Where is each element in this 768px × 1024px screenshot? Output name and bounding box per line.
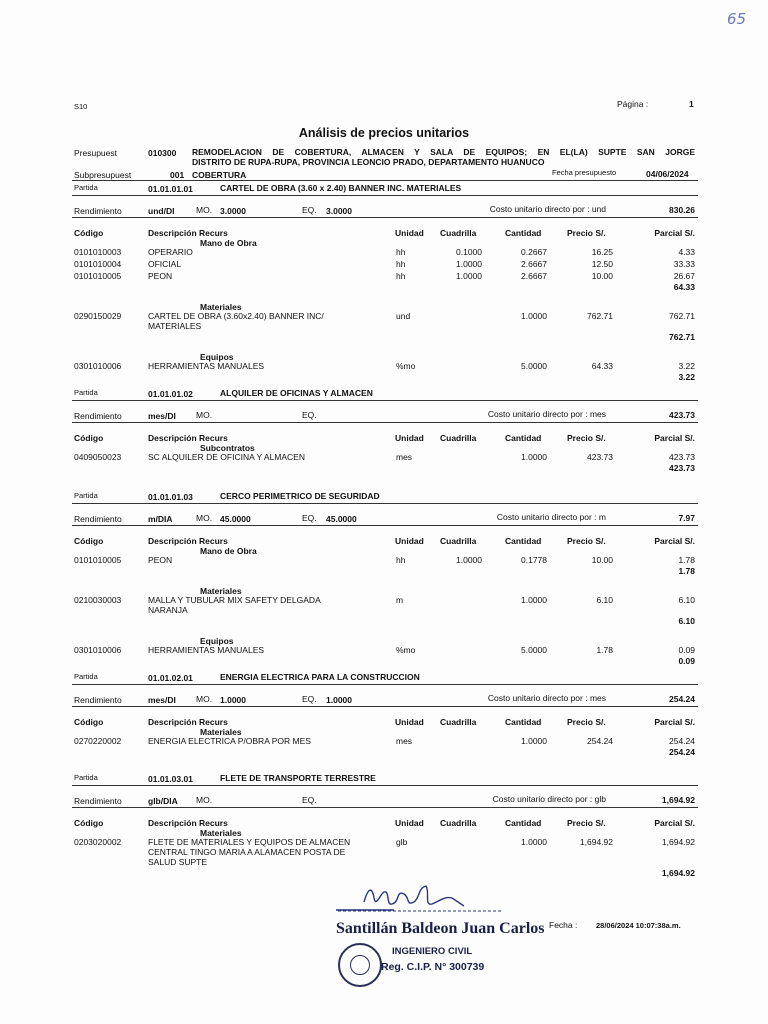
page-number: 1 <box>689 99 694 109</box>
item-descripcion: OFICIAL <box>148 259 182 269</box>
item-descripcion-cont: CENTRAL TINGO MARIA A ALAMACEN POSTA DE <box>148 847 346 857</box>
item-parcial: 26.67 <box>673 271 695 281</box>
section-subtotal: 1.78 <box>678 566 695 576</box>
mo-label: MO. <box>196 410 213 420</box>
section-subtotal: 1,694.92 <box>661 868 695 878</box>
column-cantidad: Cantidad <box>505 717 542 727</box>
column-unidad: Unidad <box>395 536 424 546</box>
footer-fecha-value: 28/06/2024 10:07:38a.m. <box>596 921 681 930</box>
item-unidad: mes <box>396 452 413 462</box>
item-cuadrilla: 1.0000 <box>456 555 482 565</box>
item-cantidad: 5.0000 <box>521 361 547 371</box>
rendimiento-label: Rendimiento <box>74 695 122 705</box>
engineer-seal-icon <box>338 943 382 987</box>
item-codigo: 0290150029 <box>74 311 122 321</box>
item-descripcion: MALLA Y TUBULAR MIX SAFETY DELGADA <box>148 595 321 605</box>
section-subtotal: 64.33 <box>673 282 695 292</box>
item-unidad: %mo <box>396 645 416 655</box>
item-unidad: hh <box>396 247 406 257</box>
item-descripcion: HERRAMIENTAS MANUALES <box>148 361 265 371</box>
item-descripcion: CARTEL DE OBRA (3.60x2.40) BANNER INC/ <box>148 311 324 321</box>
item-unidad: hh <box>396 259 406 269</box>
eq-value: 45.0000 <box>326 514 357 524</box>
presupuesto-code: 010300 <box>148 148 177 158</box>
column-descripcion: Descripción Recurs <box>148 818 228 828</box>
section-title: Materiales <box>200 586 242 596</box>
partida-name: FLETE DE TRANSPORTE TERRESTRE <box>220 773 376 783</box>
rendimiento-label: Rendimiento <box>74 411 122 421</box>
costo-unitario-value: 423.73 <box>669 410 695 420</box>
column-descripcion: Descripción Recurs <box>148 433 228 443</box>
item-codigo: 0101010003 <box>74 247 122 257</box>
section-title: Mano de Obra <box>200 238 257 248</box>
report-code: S10 <box>74 102 88 111</box>
item-cantidad: 1.0000 <box>521 736 547 746</box>
page-title: Análisis de precios unitarios <box>298 126 470 140</box>
item-cuadrilla: 0.1000 <box>456 247 482 257</box>
rendimiento-divider <box>72 525 698 526</box>
margin-note: 65 <box>727 10 747 28</box>
partida-divider <box>72 785 698 786</box>
rendimiento-unit: glb/DIA <box>148 796 178 806</box>
item-cantidad: 0.2667 <box>521 247 547 257</box>
eq-label: EQ. <box>302 513 317 523</box>
item-cuadrilla: 1.0000 <box>456 271 482 281</box>
partida-code: 01.01.01.02 <box>148 389 193 399</box>
subpresupuesto-label: Subpresupuest <box>74 170 132 180</box>
column-descripcion: Descripción Recurs <box>148 536 228 546</box>
item-codigo: 0101010004 <box>74 259 122 269</box>
item-codigo: 0270220002 <box>74 736 122 746</box>
section-title: Equipos <box>200 636 234 646</box>
item-unidad: mes <box>396 736 413 746</box>
section-subtotal: 423.73 <box>669 463 695 473</box>
column-precio: Precio S/. <box>567 818 606 828</box>
costo-unitario-value: 254.24 <box>669 694 695 704</box>
presupuesto-description-line-1: REMODELACION DE COBERTURA, ALMACEN Y SALA DE EQUIPOS; EN EL(LA) SUPTE SAN JORGE <box>192 147 695 157</box>
item-precio: 10.00 <box>591 555 613 565</box>
section-title: Mano de Obra <box>200 546 257 556</box>
signature-title: INGENIERO CIVIL <box>392 946 473 957</box>
column-cantidad: Cantidad <box>505 536 542 546</box>
rendimiento-label: Rendimiento <box>74 514 122 524</box>
item-cuadrilla: 1.0000 <box>456 259 482 269</box>
section-title: Materiales <box>200 727 242 737</box>
item-precio: 10.00 <box>591 271 613 281</box>
item-precio: 12.50 <box>591 259 613 269</box>
column-precio: Precio S/. <box>567 433 606 443</box>
partida-divider <box>72 195 698 196</box>
item-parcial: 6.10 <box>678 595 695 605</box>
item-parcial: 423.73 <box>669 452 695 462</box>
item-codigo: 0409050023 <box>74 452 122 462</box>
item-descripcion: HERRAMIENTAS MANUALES <box>148 645 265 655</box>
rendimiento-unit: mes/DI <box>148 695 176 705</box>
column-unidad: Unidad <box>395 228 424 238</box>
item-cantidad: 2.6667 <box>521 259 547 269</box>
partida-name: ALQUILER DE OFICINAS Y ALMACEN <box>220 388 373 398</box>
item-descripcion: PEON <box>148 555 173 565</box>
item-cantidad: 0.1778 <box>521 555 547 565</box>
rendimiento-divider <box>72 706 698 707</box>
item-parcial: 3.22 <box>678 361 695 371</box>
eq-value: 1.0000 <box>326 695 352 705</box>
eq-value: 3.0000 <box>326 206 352 216</box>
column-parcial: Parcial S/. <box>654 717 695 727</box>
item-cantidad: 1.0000 <box>521 837 547 847</box>
section-title: Subcontratos <box>200 443 255 453</box>
column-cantidad: Cantidad <box>505 228 542 238</box>
item-parcial: 762.71 <box>669 311 695 321</box>
column-codigo: Código <box>74 536 104 546</box>
fecha-presupuesto-value: 04/06/2024 <box>646 169 689 179</box>
item-cantidad: 1.0000 <box>521 452 547 462</box>
partida-label: Partida <box>74 672 98 681</box>
mo-label: MO. <box>196 205 213 215</box>
item-parcial: 4.33 <box>678 247 695 257</box>
partida-code: 01.01.01.03 <box>148 492 193 502</box>
item-descripcion: OPERARIO <box>148 247 193 257</box>
signature-registration: Reg. C.I.P. N° 300739 <box>381 961 485 973</box>
section-subtotal: 6.10 <box>678 616 695 626</box>
item-unidad: hh <box>396 555 406 565</box>
costo-unitario-value: 1,694.92 <box>661 795 695 805</box>
column-cuadrilla: Cuadrilla <box>440 717 477 727</box>
item-precio: 64.33 <box>591 361 613 371</box>
costo-unitario-value: 830.26 <box>669 205 695 215</box>
item-cantidad: 5.0000 <box>521 645 547 655</box>
footer-fecha-label: Fecha : <box>549 920 578 930</box>
section-subtotal: 254.24 <box>669 747 695 757</box>
item-unidad: m <box>396 595 404 605</box>
item-precio: 16.25 <box>591 247 613 257</box>
costo-unitario-value: 7.97 <box>678 513 695 523</box>
column-cantidad: Cantidad <box>505 818 542 828</box>
column-parcial: Parcial S/. <box>654 228 695 238</box>
item-descripcion-cont: NARANJA <box>148 605 188 615</box>
costo-unitario-label: Costo unitario directo por : mes <box>487 409 606 419</box>
column-parcial: Parcial S/. <box>654 536 695 546</box>
item-descripcion: PEON <box>148 271 173 281</box>
partida-divider <box>72 503 698 504</box>
item-codigo: 0301010006 <box>74 645 122 655</box>
presupuesto-description-line-2: DISTRITO DE RUPA-RUPA, PROVINCIA LEONCIO PRADO, DEPARTAMENTO HUANUCO <box>192 157 545 167</box>
column-cuadrilla: Cuadrilla <box>440 433 477 443</box>
partida-code: 01.01.02.01 <box>148 673 193 683</box>
item-precio: 762.71 <box>587 311 613 321</box>
item-descripcion-cont: MATERIALES <box>148 321 202 331</box>
partida-name: ENERGIA ELECTRICA PARA LA CONSTRUCCION <box>220 672 420 682</box>
header-divider <box>72 180 698 181</box>
costo-unitario-label: Costo unitario directo por : und <box>489 204 606 214</box>
partida-label: Partida <box>74 773 98 782</box>
item-cantidad: 2.6667 <box>521 271 547 281</box>
partida-label: Partida <box>74 491 98 500</box>
column-precio: Precio S/. <box>567 717 606 727</box>
mo-label: MO. <box>196 795 213 805</box>
item-precio: 1.78 <box>596 645 613 655</box>
column-codigo: Código <box>74 818 104 828</box>
partida-divider <box>72 684 698 685</box>
subpresupuesto-name: COBERTURA <box>192 170 247 180</box>
partida-label: Partida <box>74 183 98 192</box>
item-descripcion: SC ALQUILER DE OFICINA Y ALMACEN <box>148 452 305 462</box>
section-title: Materiales <box>200 828 242 838</box>
partida-code: 01.01.01.01 <box>148 184 193 194</box>
column-codigo: Código <box>74 433 104 443</box>
section-subtotal: 762.71 <box>669 332 695 342</box>
item-parcial: 33.33 <box>673 259 695 269</box>
signature-name: Santillán Baldeon Juan Carlos <box>336 920 545 937</box>
item-descripcion-cont: SALUD SUPTE <box>148 857 208 867</box>
page-label: Página : <box>617 99 649 109</box>
item-codigo: 0101010005 <box>74 555 122 565</box>
item-parcial: 254.24 <box>669 736 695 746</box>
item-codigo: 0210030003 <box>74 595 122 605</box>
item-precio: 254.24 <box>587 736 613 746</box>
costo-unitario-label: Costo unitario directo por : mes <box>487 693 606 703</box>
section-subtotal: 0.09 <box>678 656 695 666</box>
eq-label: EQ. <box>302 795 317 805</box>
mo-value: 1.0000 <box>220 695 246 705</box>
mo-value: 3.0000 <box>220 206 246 216</box>
column-unidad: Unidad <box>395 818 424 828</box>
costo-unitario-label: Costo unitario directo por : glb <box>492 794 606 804</box>
rendimiento-divider <box>72 217 698 218</box>
eq-label: EQ. <box>302 694 317 704</box>
column-cuadrilla: Cuadrilla <box>440 228 477 238</box>
section-subtotal: 3.22 <box>678 372 695 382</box>
item-codigo: 0203020002 <box>74 837 122 847</box>
presupuesto-label: Presupuest <box>74 148 117 158</box>
item-cantidad: 1.0000 <box>521 595 547 605</box>
item-precio: 6.10 <box>596 595 613 605</box>
signature-scribble <box>334 884 504 914</box>
column-cantidad: Cantidad <box>505 433 542 443</box>
rendimiento-divider <box>72 807 698 808</box>
item-parcial: 1.78 <box>678 555 695 565</box>
item-precio: 423.73 <box>587 452 613 462</box>
partida-divider <box>72 400 698 401</box>
column-cuadrilla: Cuadrilla <box>440 536 477 546</box>
item-descripcion: ENERGIA ELECTRICA P/OBRA POR MES <box>148 736 311 746</box>
item-unidad: hh <box>396 271 406 281</box>
column-codigo: Código <box>74 228 104 238</box>
costo-unitario-label: Costo unitario directo por : m <box>496 512 606 522</box>
column-codigo: Código <box>74 717 104 727</box>
partida-code: 01.01.03.01 <box>148 774 193 784</box>
column-parcial: Parcial S/. <box>654 433 695 443</box>
section-title: Materiales <box>200 302 242 312</box>
mo-label: MO. <box>196 694 213 704</box>
rendimiento-divider <box>72 422 698 423</box>
column-descripcion: Descripción Recurs <box>148 717 228 727</box>
rendimiento-label: Rendimiento <box>74 206 122 216</box>
partida-name: CARTEL DE OBRA (3.60 x 2.40) BANNER INC. MATERIALES <box>220 183 462 193</box>
column-cuadrilla: Cuadrilla <box>440 818 477 828</box>
item-unidad: glb <box>396 837 408 847</box>
partida-label: Partida <box>74 388 98 397</box>
rendimiento-unit: m/DIA <box>148 514 173 524</box>
item-unidad: %mo <box>396 361 416 371</box>
column-precio: Precio S/. <box>567 228 606 238</box>
column-precio: Precio S/. <box>567 536 606 546</box>
eq-label: EQ. <box>302 205 317 215</box>
item-descripcion: FLETE DE MATERIALES Y EQUIPOS DE ALMACEN <box>148 837 351 847</box>
rendimiento-unit: und/DI <box>148 206 175 216</box>
mo-value: 45.0000 <box>220 514 251 524</box>
item-parcial: 0.09 <box>678 645 695 655</box>
item-parcial: 1,694.92 <box>661 837 695 847</box>
subpresupuesto-code: 001 <box>170 170 185 180</box>
column-descripcion: Descripción Recurs <box>148 228 228 238</box>
fecha-presupuesto-label: Fecha presupuesto <box>552 168 617 177</box>
item-codigo: 0101010005 <box>74 271 122 281</box>
column-unidad: Unidad <box>395 433 424 443</box>
eq-label: EQ. <box>302 410 317 420</box>
partida-name: CERCO PERIMETRICO DE SEGURIDAD <box>220 491 380 501</box>
item-codigo: 0301010006 <box>74 361 122 371</box>
rendimiento-label: Rendimiento <box>74 796 122 806</box>
item-precio: 1,694.92 <box>579 837 613 847</box>
column-unidad: Unidad <box>395 717 424 727</box>
rendimiento-unit: mes/DI <box>148 411 176 421</box>
item-unidad: und <box>396 311 411 321</box>
mo-label: MO. <box>196 513 213 523</box>
section-title: Equipos <box>200 352 234 362</box>
column-parcial: Parcial S/. <box>654 818 695 828</box>
item-cantidad: 1.0000 <box>521 311 547 321</box>
